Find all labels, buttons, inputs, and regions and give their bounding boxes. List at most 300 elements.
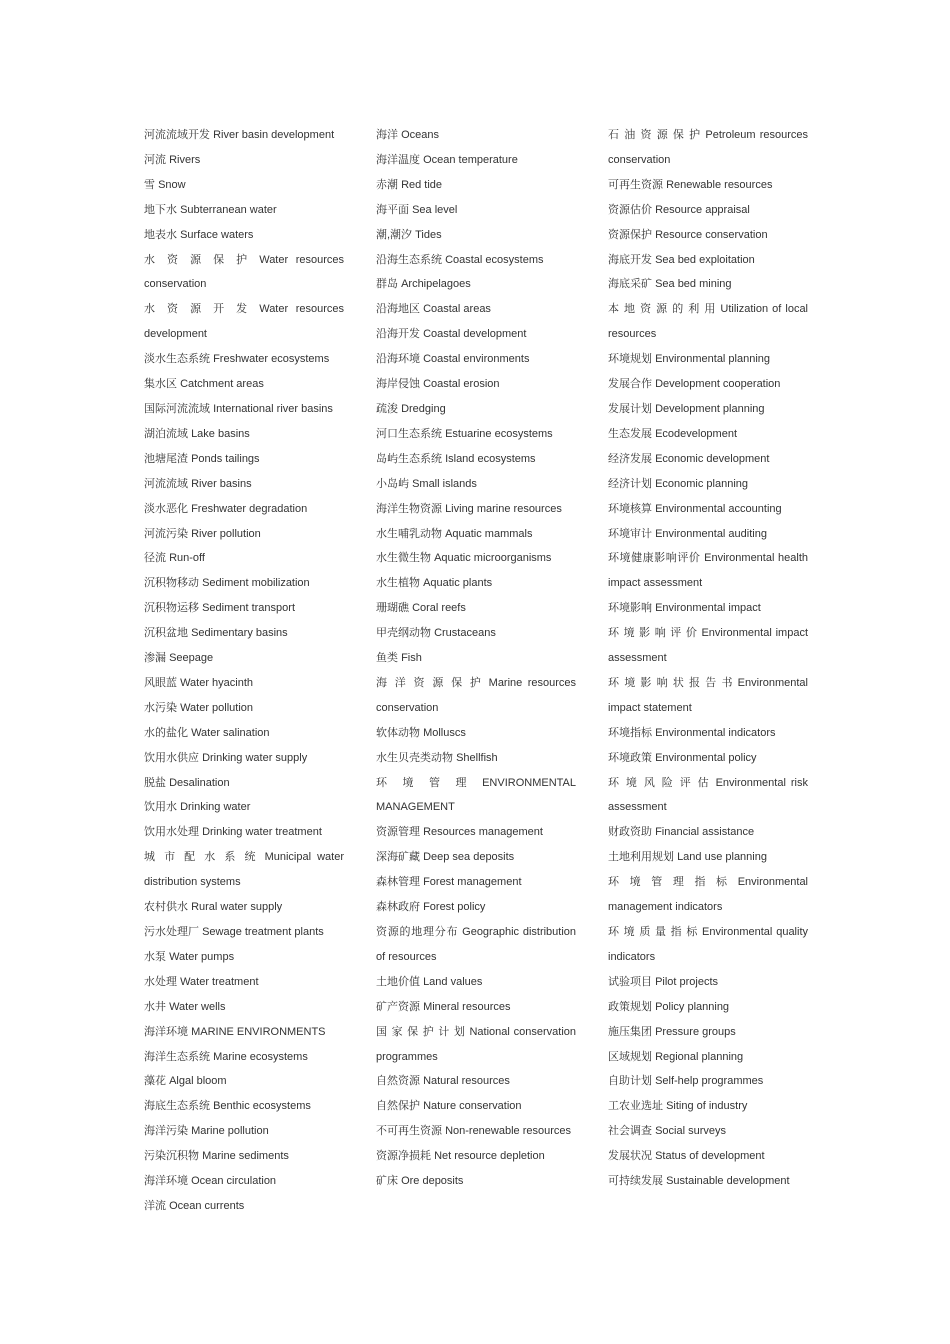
term-english: Water pumps [169,950,235,963]
glossary-term [376,1144,576,1169]
glossary-term [144,248,344,298]
term-chinese: 河流 [144,153,166,166]
term-english: Financial assistance [655,826,755,839]
glossary-term [144,1069,344,1094]
term-chinese: 水生贝壳类动物 [376,751,453,764]
glossary-term [376,347,576,372]
term-english: Island ecosystems [445,452,536,465]
term-chinese: 环境规划 [608,353,652,366]
term-chinese: 深海矿藏 [376,851,420,864]
term-english: Crustaceans [434,627,496,640]
term-chinese: 发展状况 [608,1150,652,1163]
glossary-term [376,1020,576,1070]
term-chinese: 环 境 管 理 指 标 [608,876,731,889]
term-english: Self-help programmes [655,1075,764,1088]
term-chinese: 淡水恶化 [144,502,188,515]
term-chinese: 饮用水 [144,801,177,814]
term-english: Environmental indicators [655,726,776,739]
glossary-term [608,372,808,397]
glossary-column-3 [608,123,808,1194]
term-english: Water pollution [180,701,254,714]
glossary-term [144,1119,344,1144]
term-english: Water resources development [144,303,344,341]
glossary-term [608,546,808,596]
term-chinese: 环境指标 [608,726,652,739]
glossary-term [144,472,344,497]
glossary-term [376,1169,576,1194]
term-chinese: 小岛屿 [376,477,409,490]
glossary-term [608,123,808,173]
term-chinese: 地下水 [144,203,177,216]
term-english: Nature conservation [423,1100,522,1113]
term-chinese: 河流流域开发 [144,129,210,141]
term-chinese: 农村供水 [144,901,188,914]
term-english: Resource appraisal [655,203,750,216]
glossary-term [144,223,344,248]
term-english: Freshwater ecosystems [213,353,330,366]
term-english: Sediment transport [202,602,295,615]
term-chinese: 工农业选址 [608,1100,663,1113]
term-chinese: 沉积物移动 [144,577,199,590]
term-english: Fish [401,652,422,665]
term-english: River basin development [213,129,335,141]
term-chinese: 河流流域 [144,477,188,490]
glossary-term [376,546,576,571]
glossary-term [608,845,808,870]
glossary-term [144,696,344,721]
term-chinese: 发展计划 [608,402,652,415]
term-english: Ocean currents [169,1199,245,1212]
glossary-term [376,248,576,273]
term-english: Pilot projects [655,975,719,988]
term-english: Development cooperation [655,378,781,391]
glossary-term [144,995,344,1020]
glossary-term [144,447,344,472]
term-chinese: 水污染 [144,701,177,714]
glossary-term [144,646,344,671]
term-chinese: 环境健康影响评价 [608,552,701,565]
term-chinese: 经济发展 [608,452,652,465]
term-english: Aquatic microorganisms [434,552,552,565]
term-english: Sea bed exploitation [655,253,755,266]
glossary-term [144,347,344,372]
term-english: Shellfish [456,751,498,764]
glossary-term [144,771,344,796]
term-chinese: 水生哺乳动物 [376,527,442,540]
term-chinese: 资源的地理分布 [376,926,459,938]
term-chinese: 水 资 源 保 护 [144,253,252,266]
term-chinese: 土地价值 [376,975,420,988]
term-chinese: 国 家 保 护 计 划 [376,1025,466,1038]
term-chinese: 风眼蓝 [144,676,177,689]
term-english: Environmental planning [655,353,771,366]
glossary-term [608,671,808,721]
term-english: Marine pollution [191,1125,269,1138]
term-english: Development planning [655,402,765,415]
term-english: Geographic distribution of resources [376,926,577,963]
term-english: Dredging [401,402,446,415]
glossary-term [144,571,344,596]
term-english: National conservation programmes [376,1025,576,1063]
term-english: River basins [191,477,252,490]
term-english: Drinking water [180,801,251,814]
term-chinese: 环 境 风 险 评 估 [608,776,711,789]
glossary-term [376,895,576,920]
term-chinese: 环境核算 [608,502,652,515]
term-chinese: 海岸侵蚀 [376,378,420,391]
glossary-term [608,297,808,347]
glossary-term [608,223,808,248]
term-chinese: 政策规划 [608,1000,652,1013]
term-chinese: 雪 [144,178,155,191]
glossary-term [608,621,808,671]
glossary-term [376,746,576,771]
term-english: Petroleum resources conservation [608,129,808,166]
glossary-term [144,795,344,820]
term-english: ENVIRONMENTAL MANAGEMENT [376,776,577,814]
term-english: International river basins [213,402,333,415]
term-english: Deep sea deposits [423,851,515,864]
glossary-term [144,671,344,696]
term-english: Sustainable development [666,1175,790,1188]
glossary-term [376,1119,576,1144]
glossary-term [376,372,576,397]
glossary-term [144,297,344,347]
term-chinese: 湖泊流域 [144,427,188,440]
glossary-term [376,646,576,671]
term-chinese: 水井 [144,1000,166,1013]
term-english: Pressure groups [655,1025,736,1038]
glossary-term [144,970,344,995]
glossary-term [144,123,344,148]
glossary-term [144,621,344,646]
term-chinese: 甲壳纲动物 [376,627,431,640]
glossary-term [608,1094,808,1119]
term-english: Archipelagoes [401,278,471,291]
term-english: Ocean temperature [423,153,518,166]
glossary-term [608,1169,808,1194]
term-chinese: 可持续发展 [608,1175,663,1188]
glossary-term [376,596,576,621]
glossary-term [608,970,808,995]
term-chinese: 发展合作 [608,378,652,391]
glossary-term [144,920,344,945]
term-chinese: 施压集团 [608,1025,652,1038]
glossary-term [608,347,808,372]
term-chinese: 森林管理 [376,876,420,889]
glossary-term [608,1069,808,1094]
glossary-term [144,1020,344,1045]
term-english: Non-renewable resources [445,1125,572,1138]
term-chinese: 潮,潮汐 [376,228,413,241]
glossary-term [608,272,808,297]
term-english: Forest management [423,876,522,889]
glossary-term [376,920,576,970]
term-english: Environmental auditing [655,527,767,540]
term-chinese: 矿产资源 [376,1000,420,1013]
term-chinese: 沿海地区 [376,303,420,316]
term-english: Subterranean water [180,203,277,216]
term-chinese: 水生植物 [376,577,420,590]
term-english: Mineral resources [423,1000,511,1013]
term-english: Rivers [169,153,201,166]
glossary-term [144,1169,344,1194]
term-chinese: 社会调查 [608,1125,652,1138]
term-english: Environmental impact statement [608,676,808,714]
term-chinese: 资源保护 [608,228,652,241]
term-chinese: 群岛 [376,278,398,291]
term-english: Renewable resources [666,178,773,191]
term-chinese: 疏浚 [376,402,398,415]
glossary-term [376,845,576,870]
glossary-term [376,771,576,821]
term-chinese: 试验项目 [608,975,652,988]
term-english: Natural resources [423,1075,510,1088]
term-chinese: 海洋污染 [144,1125,188,1138]
term-english: Small islands [412,477,477,490]
term-chinese: 资源估价 [608,203,652,216]
glossary-term [144,746,344,771]
term-chinese: 海底采矿 [608,278,652,291]
glossary-term [608,1045,808,1070]
term-english: Seepage [169,652,214,665]
term-chinese: 海平面 [376,203,409,216]
term-chinese: 软体动物 [376,726,420,739]
term-english: Lake basins [191,427,250,440]
term-english: Sea level [412,203,458,216]
term-english: Freshwater degradation [191,502,308,515]
glossary-term [608,198,808,223]
term-english: Water resources conservation [144,253,344,291]
term-chinese: 环境影响 [608,602,652,615]
glossary-term [376,522,576,547]
term-chinese: 污染沉积物 [144,1150,199,1163]
term-chinese: 矿床 [376,1175,398,1188]
term-english: Ore deposits [401,1175,464,1188]
term-chinese: 环 境 管 理 [376,776,473,789]
term-chinese: 饮用水供应 [144,751,199,764]
glossary-term [376,621,576,646]
term-chinese: 藻花 [144,1075,166,1088]
term-chinese: 河口生态系统 [376,427,442,440]
glossary-term [608,746,808,771]
term-english: Environmental impact [655,602,761,615]
term-english: Desalination [169,776,230,789]
glossary-term [376,173,576,198]
glossary-term [608,721,808,746]
term-chinese: 生态发展 [608,427,652,440]
term-english: Land use planning [677,851,767,864]
term-english: Algal bloom [169,1075,227,1088]
term-english: Economic planning [655,477,749,490]
term-chinese: 环 境 影 响 评 价 [608,627,698,640]
glossary-term [376,297,576,322]
term-english: Environmental impact assessment [608,627,808,665]
glossary-term [608,596,808,621]
term-english: Marine resources conservation [376,676,576,714]
glossary-term [376,1094,576,1119]
term-chinese: 沿海环境 [376,353,420,366]
term-english: Sea bed mining [655,278,732,291]
term-english: Coastal erosion [423,378,500,391]
glossary-column-1 [144,123,344,1219]
glossary-term [608,397,808,422]
term-chinese: 可再生资源 [608,178,663,191]
glossary-term [376,970,576,995]
term-chinese: 海洋生物资源 [376,502,442,515]
term-english: Social surveys [655,1125,726,1138]
term-english: Environmental quality indicators [608,926,809,963]
term-english: Economic development [655,452,770,465]
glossary-term [608,422,808,447]
term-english: Siting of industry [666,1100,748,1113]
term-chinese: 岛屿生态系统 [376,452,442,465]
glossary-term [608,920,808,970]
glossary-term [144,198,344,223]
glossary-term [144,895,344,920]
term-chinese: 环 境 影 响 状 报 告 书 [608,676,734,689]
term-english: Surface waters [180,228,254,241]
term-english: Sedimentary basins [191,627,288,640]
term-english: Living marine resources [445,502,562,515]
term-english: Municipal water distribution systems [144,851,345,889]
term-chinese: 自然资源 [376,1075,420,1088]
term-english: Run-off [169,552,205,565]
term-chinese: 径流 [144,552,166,565]
term-english: Environmental health impact assessment [608,552,809,590]
term-chinese: 污水处理厂 [144,926,199,938]
term-chinese: 本 地 资 源 的 利 用 [608,303,717,316]
term-english: Red tide [401,178,443,191]
term-english: Sediment mobilization [202,577,310,590]
term-english: Resource conservation [655,228,768,241]
term-chinese: 石 油 资 源 保 护 [608,129,702,141]
term-english: Ocean circulation [191,1175,277,1188]
glossary-term [376,497,576,522]
glossary-term [376,223,576,248]
term-english: Coastal areas [423,303,491,316]
term-english: Snow [158,178,186,191]
term-english: Water salination [191,726,270,739]
term-chinese: 海洋环境 [144,1025,188,1038]
term-english: Sewage treatment plants [202,926,324,938]
term-english: Drinking water treatment [202,826,322,839]
term-chinese: 池塘尾渣 [144,452,188,465]
glossary-term [608,771,808,821]
glossary-term [608,472,808,497]
glossary-term [144,596,344,621]
term-english: Utilization of local resources [608,303,808,341]
term-chinese: 水的盐化 [144,726,188,739]
term-chinese: 海 洋 资 源 保 护 [376,676,484,689]
glossary-term [144,173,344,198]
glossary-term [144,1194,344,1219]
term-english: Molluscs [423,726,466,739]
term-chinese: 国际河流流域 [144,402,210,415]
term-english: Water treatment [180,975,259,988]
glossary-term [608,995,808,1020]
term-english: Oceans [401,129,439,141]
glossary-term [144,397,344,422]
glossary-term [376,422,576,447]
glossary-term [144,148,344,173]
term-english: Rural water supply [191,901,283,914]
glossary-term [144,1144,344,1169]
glossary-term [376,198,576,223]
glossary-term [376,472,576,497]
term-chinese: 环 境 质 量 指 标 [608,926,699,938]
term-chinese: 集水区 [144,378,177,391]
glossary-term [144,372,344,397]
term-chinese: 不可再生资源 [376,1125,442,1138]
term-english: Environmental policy [655,751,757,764]
term-english: Forest policy [423,901,486,914]
term-english: Coastal development [423,328,527,341]
term-english: Coastal environments [423,353,530,366]
term-english: Ecodevelopment [655,427,738,440]
term-chinese: 环境审计 [608,527,652,540]
term-english: Tides [415,228,442,241]
term-chinese: 地表水 [144,228,177,241]
term-english: Environmental risk assessment [608,776,809,814]
glossary-term [376,995,576,1020]
term-english: Coastal ecosystems [445,253,544,266]
term-english: Benthic ecosystems [213,1100,311,1113]
term-chinese: 财政资助 [608,826,652,839]
term-chinese: 渗漏 [144,652,166,665]
term-chinese: 沿海开发 [376,328,420,341]
term-chinese: 海洋生态系统 [144,1050,210,1063]
term-english: Drinking water supply [202,751,308,764]
term-chinese: 鱼类 [376,652,398,665]
glossary-term [608,1020,808,1045]
glossary-term [376,447,576,472]
glossary-term [144,845,344,895]
glossary-term [144,1094,344,1119]
term-english: Land values [423,975,483,988]
glossary-term [144,721,344,746]
glossary-term [376,571,576,596]
term-chinese: 城 市 配 水 系 统 [144,851,259,864]
term-english: Policy planning [655,1000,730,1013]
term-english: Regional planning [655,1050,744,1063]
term-chinese: 沿海生态系统 [376,253,442,266]
glossary-term [608,870,808,920]
term-english: Marine sediments [202,1150,289,1163]
glossary-term [608,173,808,198]
glossary-term [376,671,576,721]
term-chinese: 饮用水处理 [144,826,199,839]
term-english: Environmental management indicators [608,876,809,914]
term-english: Water hyacinth [180,676,254,689]
term-chinese: 水处理 [144,975,177,988]
term-english: Marine ecosystems [213,1050,308,1063]
term-english: Resources management [423,826,543,839]
term-chinese: 森林政府 [376,901,420,914]
term-english: Aquatic plants [423,577,493,590]
glossary-term [144,546,344,571]
glossary-term [144,1045,344,1070]
term-chinese: 水生微生物 [376,552,431,565]
glossary-term [376,397,576,422]
term-chinese: 土地利用规划 [608,851,674,864]
term-chinese: 水泵 [144,950,166,963]
glossary-term [376,1069,576,1094]
term-chinese: 资源管理 [376,826,420,839]
glossary-term [608,522,808,547]
glossary-term [144,820,344,845]
term-english: Water wells [169,1000,226,1013]
